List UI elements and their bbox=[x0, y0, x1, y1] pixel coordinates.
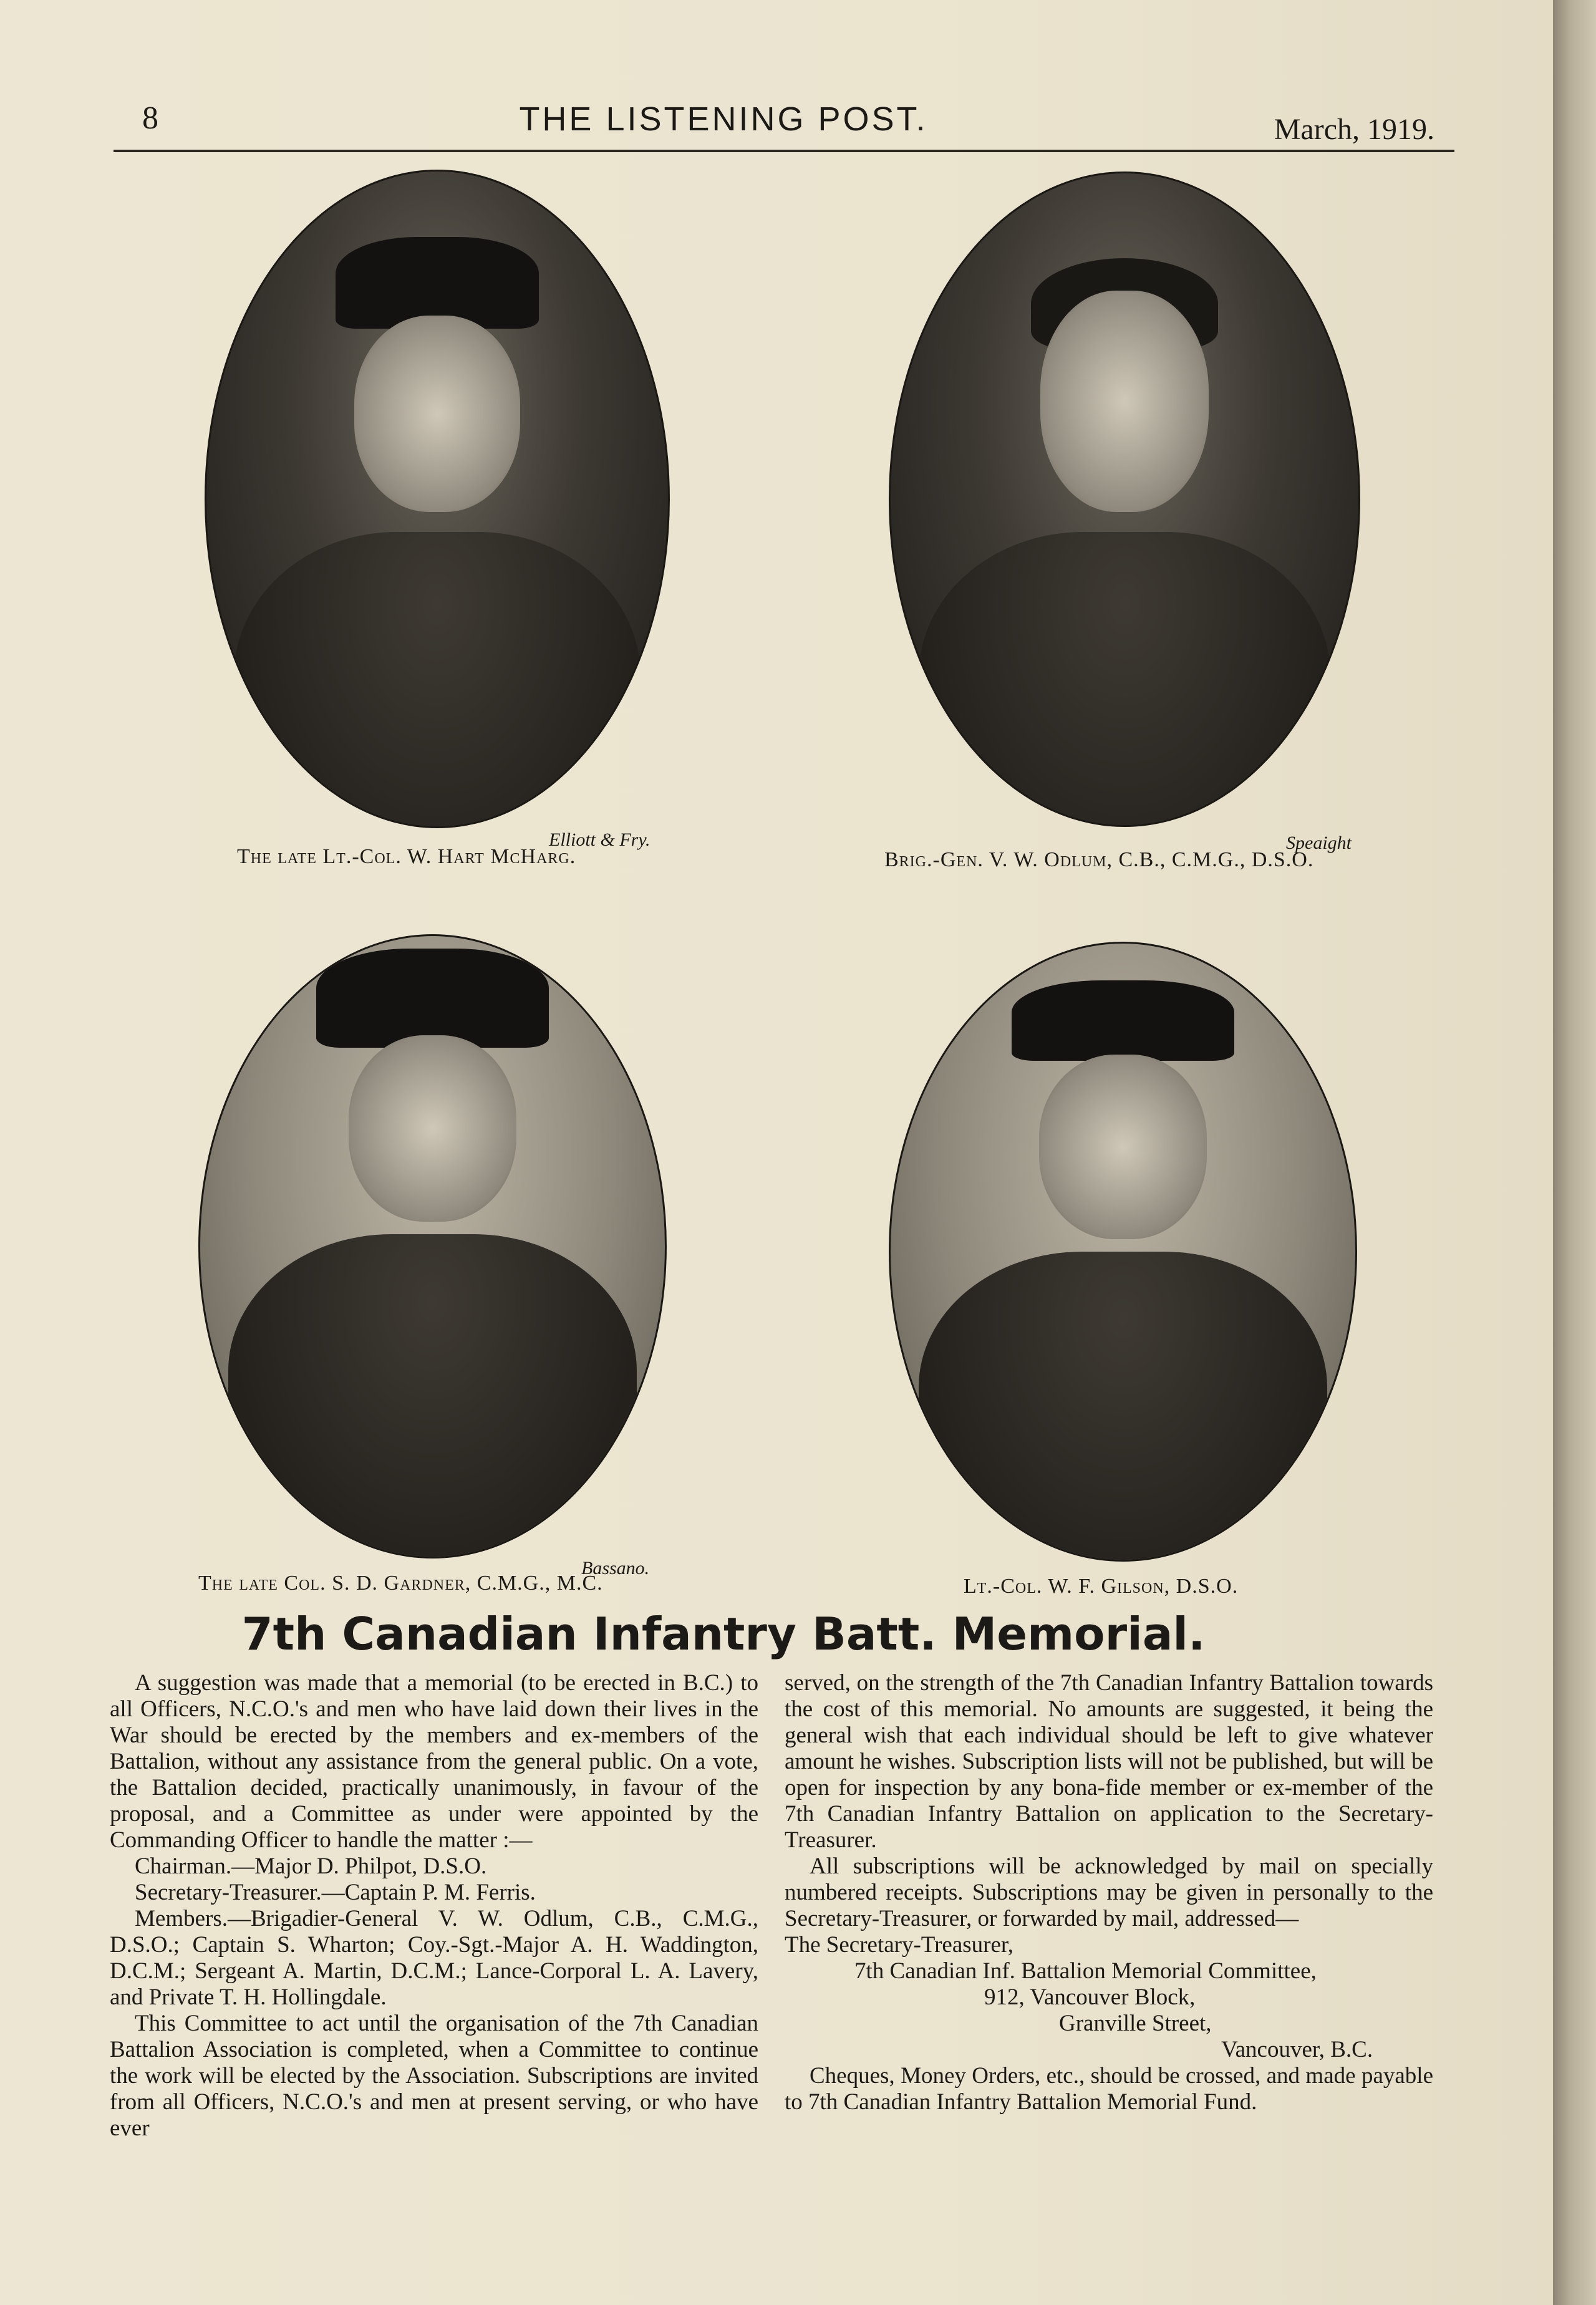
portrait-gardner bbox=[198, 934, 667, 1558]
publication-title: THE LISTENING POST. bbox=[519, 100, 928, 138]
page-number: 8 bbox=[142, 100, 159, 136]
portrait-caption: Lt.-Col. W. F. Gilson, D.S.O. bbox=[964, 1575, 1239, 1598]
issue-date: March, 1919. bbox=[1274, 113, 1434, 146]
portrait-gilson bbox=[889, 942, 1357, 1562]
article-paragraph: A suggestion was made that a memorial (to be erected in B.C.) to all Officers, N.C.O.'s and men who have laid down their lives in the War should be erected by the members and ex-members of the Battalion, without any assistance from the general public. On a vote, the Battalion decided, practically unanimously, in favour of the proposal, and a Committee as under were appointed by the Commanding Officer to handle the matter :— bbox=[110, 1670, 758, 1853]
article-title: 7th Canadian Infantry Batt. Memorial. bbox=[241, 1608, 1206, 1660]
article-column-left bbox=[110, 1670, 758, 2142]
address-line: Vancouver, B.C. bbox=[1221, 2037, 1373, 2062]
article-paragraph: Cheques, Money Orders, etc., should be crossed, and made payable to 7th Canadian Infantry Battalion Memorial Fund. bbox=[785, 2063, 1433, 2115]
article-column-right bbox=[785, 1670, 1433, 2115]
committee-members: Members.—Brigadier-General V. W. Odlum, C.B., C.M.G., D.S.O.; Captain S. Wharton; Coy.-Sgt.-Major A. H. Waddington, D.C.M.; Sergeant A. Martin, D.C.M.; Lance-Corporal L. A. Lavery, and Private T. H. Hollingdale. bbox=[110, 1906, 758, 2010]
portrait-mcharg bbox=[205, 170, 670, 828]
photo-credit: Bassano. bbox=[581, 1558, 650, 1578]
binding-gutter bbox=[1553, 0, 1596, 2305]
portrait-odlum bbox=[889, 172, 1360, 827]
header-rule bbox=[114, 150, 1454, 152]
photo-credit: Speaight bbox=[1286, 833, 1352, 853]
committee-chairman: Chairman.—Major D. Philpot, D.S.O. bbox=[135, 1853, 487, 1879]
address-line: Granville Street, bbox=[1059, 2011, 1212, 2036]
address-line: The Secretary-Treasurer, bbox=[785, 1932, 1013, 1958]
committee-secretary: Secretary-Treasurer.—Captain P. M. Ferris. bbox=[135, 1880, 536, 1905]
article-paragraph: served, on the strength of the 7th Canadian Infantry Battalion towards the cost of this memorial. No amounts are suggested, it being the general wish that each individual should be left to give whatever amount he wishes. Subscription lists will not be published, but will be open for inspection by any bona-fide member or ex-member of the 7th Canadian Infantry Battalion on application to the Secretary-Treasurer. bbox=[785, 1670, 1433, 1853]
portrait-caption: Brig.-Gen. V. W. Odlum, C.B., C.M.G., D.S.O. bbox=[884, 848, 1314, 871]
photo-credit: Elliott & Fry. bbox=[549, 829, 650, 850]
article-paragraph: All subscriptions will be acknowledged by mail on specially numbered receipts. Subscriptions may be given in personally to the Secretary-Treasurer, or forwarded by mail, addressed— bbox=[785, 1853, 1433, 1931]
address-line: 912, Vancouver Block, bbox=[984, 1984, 1196, 2010]
portrait-caption: The late Col. S. D. Gardner, C.M.G., M.C. bbox=[198, 1572, 603, 1595]
portrait-caption: The late Lt.-Col. W. Hart McHarg. bbox=[237, 845, 576, 868]
article-paragraph: This Committee to act until the organisation of the 7th Canadian Battalion Association is completed, when a Committee to continue the work will be elected by the Association. Subscriptions are invited from all Officers, N.C.O.'s and men at present serving, or who have ever bbox=[110, 2011, 758, 2141]
address-line: 7th Canadian Inf. Battalion Memorial Committee, bbox=[854, 1958, 1317, 1984]
